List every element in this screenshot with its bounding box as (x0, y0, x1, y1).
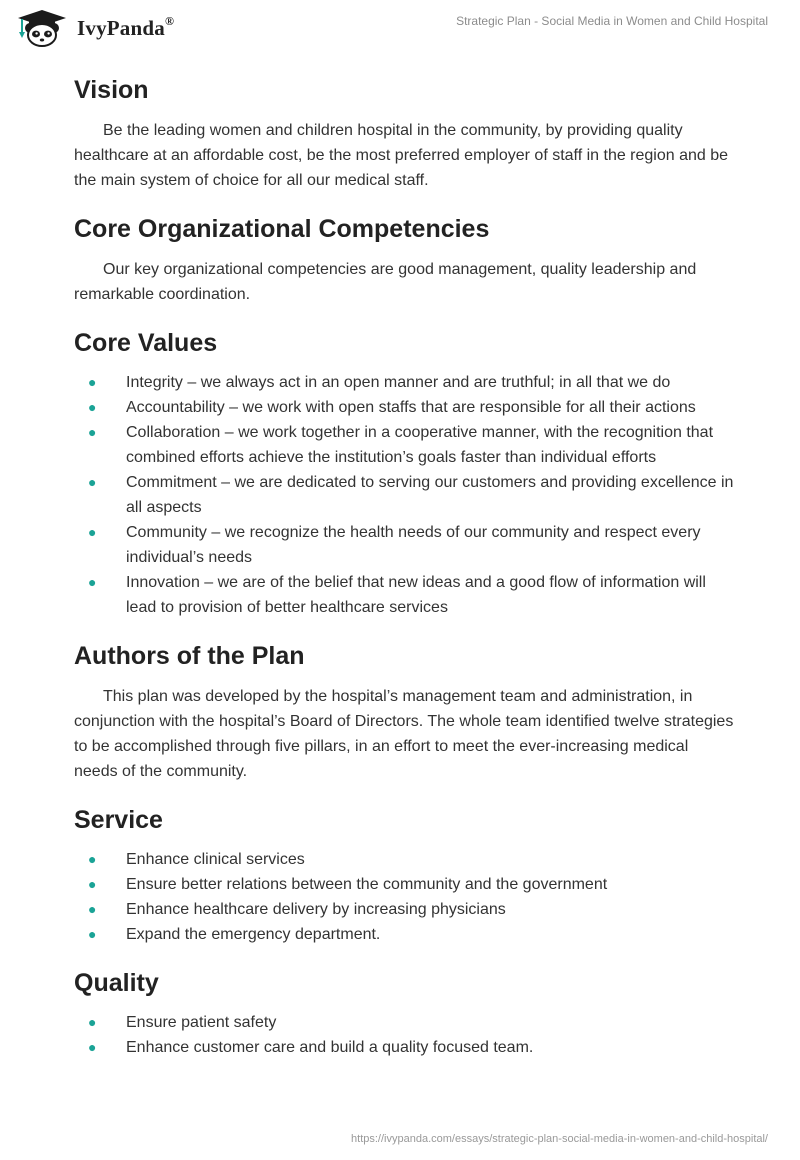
list-item (74, 420, 734, 470)
bullet-icon: ● (88, 399, 97, 415)
bullet-icon: ● (88, 524, 97, 540)
list-item (74, 370, 734, 395)
brand-name (77, 13, 175, 41)
list-item-text: Collaboration – we work together in a cooperative manner, with the recognition that combined efforts achieve the institution’s goals faster than individual efforts (126, 424, 714, 466)
list-item-text: Community – we recognize the health needs of our community and respect every individual’s needs (126, 524, 701, 566)
core-values-heading: Core Values (74, 329, 218, 357)
bullet-icon: ● (88, 474, 97, 490)
list-item-text: Enhance healthcare delivery by increasing physicians (126, 901, 506, 918)
authors-heading: Authors of the Plan (74, 642, 305, 670)
list-item (74, 570, 734, 620)
authors-paragraph: This plan was developed by the hospital’s management team and administration, in conjunction with the hospital’s Board of Directors. The whole team identified twelve strategies to be accomplished through five pillars, in an effort to meet the ever-increasing medical needs of the community. (74, 688, 734, 780)
list-item (74, 922, 734, 947)
essay-content (74, 70, 734, 1078)
list-item (74, 470, 734, 520)
list-item (74, 1035, 734, 1060)
vision-heading: Vision (74, 76, 149, 104)
bullet-icon: ● (88, 876, 97, 892)
brand-logo[interactable] (14, 8, 174, 48)
document-title: Strategic Plan - Social Media in Women and Child Hospital (456, 14, 768, 28)
bullet-icon: ● (88, 1039, 97, 1055)
list-item-text: Enhance customer care and build a quality focused team. (126, 1039, 534, 1056)
bullet-icon: ● (88, 851, 97, 867)
bullet-icon: ● (88, 574, 97, 590)
competencies-heading: Core Organizational Competencies (74, 215, 490, 243)
source-url-link[interactable]: https://ivypanda.com/essays/strategic-plan-social-media-in-women-and-child-hospital/ (351, 1133, 768, 1145)
list-item (74, 847, 734, 872)
competencies-paragraph: Our key organizational competencies are good management, quality leadership and remarkable coordination. (74, 261, 697, 303)
list-item (74, 872, 734, 897)
list-item-text: Ensure patient safety (126, 1014, 277, 1031)
quality-heading: Quality (74, 969, 159, 997)
core-values-list (74, 370, 734, 620)
list-item-text: Accountability – we work with open staffs that are responsible for all their actions (126, 399, 696, 416)
bullet-icon: ● (88, 926, 97, 942)
list-item (74, 520, 734, 570)
list-item-text: Integrity – we always act in an open manner and are truthful; in all that we do (126, 374, 671, 391)
panda-logo-icon (14, 8, 70, 48)
registered-mark: ® (164, 13, 175, 28)
list-item (74, 897, 734, 922)
quality-list (74, 1010, 734, 1060)
bullet-icon: ● (88, 374, 97, 390)
vision-paragraph: Be the leading women and children hospital in the community, by providing quality healthcare at an affordable cost, be the most preferred employer of staff in the region and be the main system of choice for all our medical staff. (74, 122, 729, 189)
service-heading: Service (74, 806, 163, 834)
list-item-text: Ensure better relations between the community and the government (126, 876, 608, 893)
header (0, 0, 800, 56)
list-item-text: Innovation – we are of the belief that new ideas and a good flow of information will lead to provision of better healthcare services (126, 574, 706, 616)
service-list (74, 847, 734, 947)
list-item-text: Commitment – we are dedicated to serving our customers and providing excellence in all aspects (126, 474, 734, 516)
bullet-icon: ● (88, 901, 97, 917)
brand-text: IvyPanda (77, 15, 165, 40)
bullet-icon: ● (88, 1014, 97, 1030)
bullet-icon: ● (88, 424, 97, 440)
list-item-text: Enhance clinical services (126, 851, 305, 868)
list-item (74, 1010, 734, 1035)
list-item (74, 395, 734, 420)
list-item-text: Expand the emergency department. (126, 926, 381, 943)
